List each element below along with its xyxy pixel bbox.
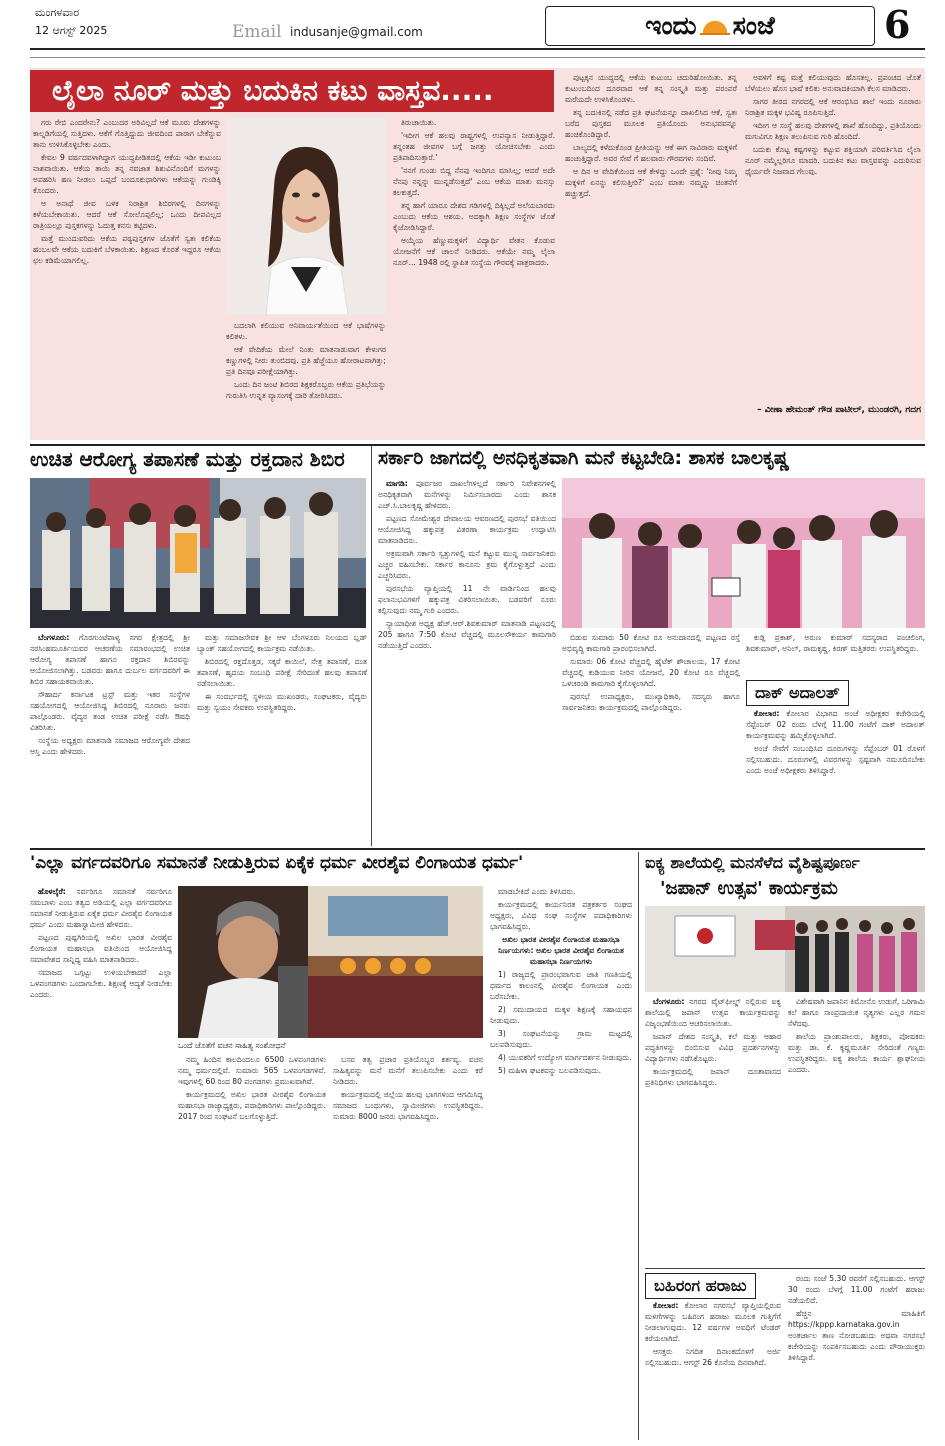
section-divider (645, 1268, 925, 1269)
paragraph: ಕಾರ್ಯಕ್ರಮದಲ್ಲಿ ಜಪಾನ್ ದೂತಾವಾಸದ ಪ್ರತಿನಿಧಿಗಳು ಭಾಗವಹಿಸಿದ್ದರು. (645, 1067, 781, 1087)
masthead-logo (545, 6, 875, 46)
feature-col-4 (565, 72, 737, 435)
paragraph: ಪುರಸಭೆಯ ವ್ಯಾಪ್ತಿಯಲ್ಲಿ 11 ನೇ ವಾರ್ಡಿನಿಂದ ಹಲವು ಫಲಾನುಭವಿಗಳಿಗೆ ಹಕ್ಕುಪತ್ರ ವಿತರಿಸಲಾಯಿತು. ಬಡವರಿಗೆ ಸೂರು ಕಲ್ಪಿಸುವುದು ನಮ್ಮ ಗುರಿ ಎಂದರು. (378, 584, 556, 615)
health-headline: ಉಚಿತ ಆರೋಗ್ಯ ತಪಾಸಣೆ ಮತ್ತು ರಕ್ತದಾನ ಶಿಬಿರ (30, 447, 345, 471)
paragraph: ಅವಳಿಗೆ ಕಷ್ಟ ಮತ್ತೆ ಕಲಿಯುವುದು ಹೊಸತಲ್ಲ. ಪ್ರಪಂಚದ ಜೊತೆ ಬೆಳೆಯಲು ಹೊಸ ಭಾಷೆ ಕಲಿತು ಅನುವಾದಕಿಯಾಗಿ ಕೆಲಸ ಮಾಡಿದರು. (745, 73, 921, 93)
veerashaiva-col-2 (178, 1054, 326, 1434)
paragraph: ನ್ಯಾಯಾಧೀಶ ಅಧ್ಯಕ್ಷ ಹೆಚ್.ಆರ್.ಶಿವಕುಮಾರ್ ಮಾತನಾಡಿ ಪಟ್ಟಣದಲ್ಲಿ 205 ಹಾಗೂ 7:50 ಕೋಟಿ ವೆಚ್ಚದಲ್ಲಿ ಮೂಲಸೌಕರ್ಯ ಕಾಮಗಾರಿ ನಡೆಯುತ್ತಿದೆ ಎಂದರು. (378, 619, 556, 650)
paragraph: ಆ ಅನಾಥೆ ಜೀವ ಬಳಿಕ ನಿರಾಶ್ರಿತ ಶಿಬಿರಗಳಲ್ಲಿ ದಿನಗಳನ್ನು ಕಳೆಯಬೇಕಾಯಿತು. ಆದರೆ ಆಕೆ ಸೋಲೊಪ್ಪಲಿಲ್ಲ; ಒಂದು ದೀಪವಿಲ್ಲದ ರಾತ್ರಿಯಲ್ಲೂ ಪುಸ್ತಕಗಳನ್ನು ಓದುತ್ತ ಕನಸು ಕಟ್ಟಿದಳು. (33, 199, 221, 230)
list-item: 3) ಸಂಘಟನೆಯನ್ನು ಗ್ರಾಮ ಮಟ್ಟದಲ್ಲಿ ಬಲಪಡಿಸುವುದು. (490, 1029, 632, 1049)
paragraph: ಪೂರ್ವಜರ ದಾಖಲೆಗಳಿಲ್ಲದೆ ಸರ್ಕಾರಿ ನಿವೇಶನಗಳಲ್ಲಿ ಅನಧಿಕೃತವಾಗಿ ಮನೆಗಳನ್ನು ನಿರ್ಮಿಸಬಾರದು ಎಂದು ಶಾಸಕ ಎಚ್.ಸಿ.ಬಾಲಕೃಷ್ಣ ಹೇಳಿದರು. (378, 479, 556, 510)
header-divider-thin (30, 57, 925, 58)
paragraph: ಶಿಬಿರದಲ್ಲಿ ರಕ್ತದೊತ್ತಡ, ಸಕ್ಕರೆ ಕಾಯಿಲೆ, ನೇತ್ರ ತಪಾಸಣೆ, ದಂತ ತಪಾಸಣೆ, ಹೃದಯ ಸಂಬಂಧಿ ಪರೀಕ್ಷೆ ಸೇರಿದಂತೆ ಹಲವು ತಪಾಸಣೆ ನಡೆಸಲಾಯಿತು. (197, 657, 367, 688)
speaker-photo-image (178, 886, 483, 1038)
dak-headline: ದಾಕ್ ಅದಾಲತ್ (746, 680, 849, 706)
paragraph: ವಿಶೇಷವಾಗಿ ಜಪಾನಿನ ಕಿಮೋನೊ ಉಡುಗೆ, ಒರಿಗಾಮಿ ಕಲೆ ಹಾಗೂ ಸಾಂಪ್ರದಾಯಿಕ ನೃತ್ಯಗಳು ಎಲ್ಲರ ಗಮನ ಸೆಳೆದವು. (788, 997, 925, 1028)
resolutions-subhead: ಅಖಿಲ ಭಾರತ ವೀರಶೈವ ಲಿಂಗಾಯತ ಮಹಾಸಭಾ ನಿರ್ಣಯಗಳು: ಅಖಿಲ ಭಾರತ ವೀರಶೈವ ಲಿಂಗಾಯತ ಮಹಾಸಭಾ ನಿರ್ಣಯಗಳು (498, 935, 624, 966)
section-divider (30, 444, 925, 446)
paragraph: ಮತ್ತು ಸಮಾಜಸೇವಕ ಶ್ರೀ ಆಳ ಬೆಂಗಳೂರು ನಿಲಯದ ಬ್ಲಡ್ ಬ್ಯಾಂಕ್ ಸಹಯೋಗದಲ್ಲಿ ಕಾರ್ಯಕ್ರಮ ನಡೆಯಿತು. (197, 633, 367, 653)
author-credit: – ವೀಣಾ ಹೇಮಂತ್ ಗೌಡ ಪಾಟೀಲ್, ಮುಂಡರಗಿ, ಗದಗ (757, 405, 921, 415)
auction-col-1 (645, 1300, 781, 1436)
paragraph: ಅಕ್ರಮವಾಗಿ ಸರ್ಕಾರಿ ಸ್ವತ್ತುಗಳಲ್ಲಿ ಮನೆ ಕಟ್ಟುವ ಮುನ್ನ ಸಾರ್ವಜನಿಕರು ಎಚ್ಚರ ವಹಿಸಬೇಕು. ಸರ್ಕಾರ ಕಾನೂನು ಕ್ರಮ ಕೈಗೊಳ್ಳುತ್ತದೆ ಎಂದು ಎಚ್ಚರಿಸಿದರು. (378, 549, 556, 580)
health-col-2 (197, 632, 367, 842)
paragraph: ಕೇವಲ 9 ವರ್ಷದವಳಾಗಿದ್ದಾಗ ಯುದ್ಧಪೀಡಿತದಲ್ಲಿ ಆಕೆಯ ಇಡೀ ಕುಟುಂಬ ನಾಶವಾಯಿತು. ಆಕೆಯ ತಾಯಿ ತನ್ನ ನವಜಾತ ಶಿಶುವಿನೊಂದಿಗೆ ಮಗಳನ್ನು ಅಪಹರಿಸಿ ಹಣ ನೀಡಲು ಒಪ್ಪದೆ ಬಂದೂಕುಧಾರಿಗಳು ಆಕೆಯನ್ನು ಗುಂಡಿಕ್ಕಿ ಕೊಂದರು. (33, 153, 221, 195)
list-item: 1) ರಾಜ್ಯದಲ್ಲಿ ಪ್ರಾರಂಭವಾಗುವ ಜಾತಿ ಗಣತಿಯಲ್ಲಿ ಧರ್ಮದ ಕಾಲಂನಲ್ಲಿ ವೀರಶೈವ ಲಿಂಗಾಯತ ಎಂದು ಬರೆಸಬೇಕು. (490, 970, 632, 1001)
paragraph: ಕಾರ್ಯಕ್ರಮದಲ್ಲಿ ಕಾರ್ಯನಿರತ ಪತ್ರಕರ್ತರ ಸಂಘದ ಅಧ್ಯಕ್ಷರು, ವಿವಿಧ ಸಂಘ ಸಂಸ್ಥೆಗಳ ಪದಾಧಿಕಾರಿಗಳು ಭಾಗವಹಿಸಿದ್ದರು. (490, 900, 632, 931)
dateline: ಹೊಳಲ್ಕೆರೆ: (38, 887, 66, 896)
paragraph: ಒಂದು ದಿನ ಜಂಟಿ ಶಿಬಿರದ ಶಿಕ್ಷಕರೊಬ್ಬರು ಆಕೆಯ ಪ್ರತಿಭೆಯನ್ನು ಗುರುತಿಸಿ ಉನ್ನತ ವ್ಯಾಸಂಗಕ್ಕೆ ದಾರಿ ತೋರಿಸಿದರು. (226, 380, 386, 400)
paragraph: ಸಾಗರ ತೀರದ ನಗರದಲ್ಲಿ ಆಕೆ ಆರಂಭಿಸಿದ ಶಾಲೆ ಇಂದು ನೂರಾರು ನಿರಾಶ್ರಿತ ಮಕ್ಕಳ ಭವಿಷ್ಯ ರೂಪಿಸುತ್ತಿದೆ. (745, 97, 921, 117)
veerashaiva-photo (178, 886, 483, 1038)
veerashaiva-headline: 'ಎಲ್ಲಾ ವರ್ಗದವರಿಗೂ ಸಮಾನತೆ ನೀಡುತ್ತಿರುವ ಏಕೈಕ ಧರ್ಮ ವೀರಶೈವ ಲಿಂಗಾಯತ ಧರ್ಮ' (30, 853, 524, 873)
auction-headline-box (645, 1273, 756, 1299)
paragraph: ಬಾಲ್ಯದಲ್ಲಿ ಕಳೆದುಕೊಂಡ ಪ್ರೀತಿಯನ್ನು ಆಕೆ ಈಗ ಸಾವಿರಾರು ಮಕ್ಕಳಿಗೆ ಹಂಚುತ್ತಿದ್ದಾರೆ. ಅವರ ಸೇವೆ ಗೆ ಹಲವಾರು ಗೌರವಗಳು ಸಂದಿವೆ. (565, 143, 737, 163)
paragraph: ಸುಮಾರು 06 ಕೋಟಿ ವೆಚ್ಚದಲ್ಲಿ ಹೈಟೆಕ್ ಶೌಚಾಲಯ, 17 ಕೋಟಿ ವೆಚ್ಚದಲ್ಲಿ ಕುಡಿಯುವ ನೀರಿನ ಯೋಜನೆ, 20 ಕೋಟಿ ರೂ ವೆಚ್ಚದಲ್ಲಿ ಒಳಚರಂಡಿ ಕಾಮಗಾರಿ ಕೈಗೊಳ್ಳಲಾಗಿದೆ. (562, 657, 740, 688)
japan-photo (645, 906, 925, 992)
paragraph: ಆಯ್ಕೆಯ ಹೆಣ್ಣುಮಕ್ಕಳಿಗೆ ವಿದ್ಯಾರ್ಥಿ ವೇತನ ಕೊಡುವ ಯೋಜನೆಗೆ ಆಕೆ ಚಾಲನೆ ನೀಡಿದರು. ಆಕೆಯೇ ನಮ್ಮ ಲೈಲಾ ನೂರ್... 1948 ರಲ್ಲಿ ಸ್ಥಾಪಿತ ಸಂಸ್ಥೆಯ ಗೌರವಕ್ಕೆ ಪಾತ್ರರಾದರು. (393, 236, 555, 267)
paragraph: ಗೊರಗುಂಟೆಪಾಳ್ಯ ನಗರ ಕ್ಷೇತ್ರದಲ್ಲಿ ಶ್ರೀ ನರಸಿಂಹಮೂರ್ತಿಯವರ ಆಚರಣೆಯ ಸಮಾರಂಭದಲ್ಲಿ ಉಚಿತ ಆರೋಗ್ಯ ತಪಾಸಣೆ ಹಾಗೂ ರಕ್ತದಾನ ಶಿಬಿರವನ್ನು ಆಯೋಜಿಸಲಾಗಿತ್ತು. ಬಡವರು ಹಾಗೂ ದುರ್ಬಲ ವರ್ಗದವರಿಗೆ ಈ ಶಿಬಿರ ಸಹಾಯಕವಾಯಿತು. (30, 633, 190, 686)
photo-caption: ಬದಲಾಗಿ ಕಲಿಯುವ ಅನಿವಾರ್ಯತೆಯಿಂದ ಆಕೆ ಭಾಷೆಗಳನ್ನು ಕಲಿತಳು. (226, 321, 386, 341)
header-date: 12 ಆಗಸ್ಟ್ 2025 (35, 24, 108, 37)
paragraph: ಆಕೆ ವೇದಿಕೆಯ ಮೇಲೆ ನಿಂತು ಮಾತನಾಡುವಾಗ ಕೇಳುಗರ ಕಣ್ಣುಗಳಲ್ಲಿ ನೀರು ತುಂಬಿದವು. ಪ್ರತಿ ಹೆಜ್ಜೆಯೂ ಹೋರಾಟವಾಗಿತ್ತು; ಪ್ರತಿ ದಿನವೂ ಪರೀಕ್ಷೆಯಾಗಿತ್ತು. (226, 345, 386, 376)
japan-headline-1: ಐಕ್ಯ ಶಾಲೆಯಲ್ಲಿ ಮನಸೆಳೆದ ವೈಶಿಷ್ಟಪೂರ್ಣ (645, 853, 860, 872)
paragraph: ಅಂಚೆ ಸೇವೆಗೆ ಸಂಬಂಧಿಸಿದ ದೂರುಗಳನ್ನು ಸೆಪ್ಟೆಂಬರ್ 01 ರೊಳಗೆ ಸಲ್ಲಿಸಬಹುದು. ದೂರುಗಳಲ್ಲಿ ವಿವರಗಳನ್ನು ಸ್ಪಷ್ಟವಾಗಿ ನಮೂದಿಸಬೇಕು ಎಂದು ಅಂಚೆ ಅಧೀಕ್ಷಕರು ತಿಳಿಸಿದ್ದಾರೆ. (746, 744, 925, 775)
dateline: ಕೋಲಾರ: (754, 709, 780, 718)
feature-col-3 (393, 117, 555, 435)
govt-headline: ಸರ್ಕಾರಿ ಜಾಗದಲ್ಲಿ ಅನಧಿಕೃತವಾಗಿ ಮನೆ ಕಟ್ಟಬೇಡಿ: ಶಾಸಕ ಬಾಲಕೃಷ್ಣ (378, 447, 790, 469)
paragraph: ತಿರುಚಾಯಿತು. (401, 118, 437, 127)
health-col-1 (30, 632, 190, 842)
paragraph: ಬದುಕು ಕೊಟ್ಟ ಕಷ್ಟಗಳನ್ನು ಕಟ್ಟುವ ಶಕ್ತಿಯಾಗಿ ಪರಿವರ್ತಿಸಿದ ಲೈಲಾ ನೂರ್ ನಮ್ಮೆಲ್ಲರಿಗೂ ಮಾದರಿ. ಬದುಕಿನ ಕಟು ವಾಸ್ತವವನ್ನು ಎದುರಿಸುವ ಧೈರ್ಯವೇ ನಿಜವಾದ ಗೆಲುವು. (745, 145, 921, 176)
paragraph: ನಮ್ಮ ಹಿಂದಿನ ಕಾಲದಿಂದಲೂ 6500 ಒಳಪಂಗಡಗಳು ನಮ್ಮ ಧರ್ಮದಲ್ಲಿವೆ. ಸುಮಾರು 565 ಒಳಪಂಗಡಗಳಿವೆ. ಇವುಗಳಲ್ಲಿ 60 ರಿಂದ 80 ಪಂಗಡಗಳು ಪ್ರಮುಖವಾಗಿವೆ. (178, 1055, 326, 1086)
column-divider (638, 852, 639, 1440)
paragraph: ಪುಟ್ಟಕ್ಕನ ಯುದ್ಧದಲ್ಲಿ ಆಕೆಯ ಕುಟುಂಬ ಚದುರಿಹೋಯಿತು. ತನ್ನ ಕುಟುಂಬದಿಂದ ದೂರವಾದ ಆಕೆ ತನ್ನ ಸಂಸ್ಕೃತಿ ಮತ್ತು ಪರಂಪರೆ ಮರೆಯದೇ ಉಳಿಸಿಕೊಂಡಳು. (565, 73, 737, 104)
paragraph: ಸೌಹಾರ್ದ ಕರ್ನಾಟಕ ಟ್ರಸ್ಟ್ ಮತ್ತು ಇತರ ಸಂಸ್ಥೆಗಳ ಸಹಯೋಗದಲ್ಲಿ ಆಯೋಜಿಸಿದ್ದ ಶಿಬಿರದಲ್ಲಿ ನೂರಾರು ಜನರು ಪಾಲ್ಗೊಂಡರು. ವೈದ್ಯರ ತಂಡ ಉಚಿತ ಪರೀಕ್ಷೆ ನಡೆಸಿ ಔಷಧಿ ವಿತರಿಸಿತು. (30, 690, 190, 732)
govt-col-1 (378, 478, 556, 843)
photo-caption: ಒಂದೆ ಜೊತೆಗೆ ವಚನ ಸಾಹಿತ್ಯ ಸಂಶೋಧನೆ (178, 1041, 286, 1050)
portrait-photo (226, 117, 386, 315)
group-photo-image (30, 478, 366, 628)
list-item: 5) ಮಹಿಳಾ ಘಟಕವನ್ನು ಬಲಪಡಿಸುವುದು. (498, 1066, 601, 1075)
paragraph: ಗರು ರೇಬಿ ಎಂದರೇನು? ಎಂಬುದರ ಅರಿವಿಲ್ಲದೆ ಆಕೆ ಮೂರು ದೇಶಗಳನ್ನು ಕಾಲ್ನಡಿಗೆಯಲ್ಲಿ ಸುತ್ತಿದಳು. ಆಕೆಗೆ ಗೊತ್ತಿದ್ದುದು ಜೀವದಿಂದ ಪಾರಾಗ ಬೇಕೆನ್ನುವ ತಾನು ಉಳಿಸಿಕೊಳ್ಳಬೇಕು ಎಂದು. (33, 118, 221, 149)
school-event-photo-image (645, 906, 925, 992)
veerashaiva-col-4 (490, 886, 632, 1434)
paragraph: 'ನನಗೆ ಗುಂಡು ಬಿದ್ದ ನೆನಪು ಇಂದಿಗೂ ಮಾಸಿಲ್ಲ; ಆದರೆ ಅದೇ ನೆನಪು ನನ್ನನ್ನು ಮುನ್ನಡೆಸುತ್ತದೆ' ಎಂಬ ಆಕೆಯ ಮಾತು ಮನಸ್ಸು ಕಲಕುತ್ತದೆ. (393, 166, 555, 197)
paragraph: ಆಸಕ್ತರು ನಿಗದಿತ ದಿನಾಂಕದೊಳಗೆ ಅರ್ಜಿ ಸಲ್ಲಿಸಬಹುದು. ಆಗಸ್ಟ್ 26 ಕೊನೆಯ ದಿನವಾಗಿದೆ. (645, 1347, 781, 1367)
paragraph: ಸರ್ವರಿಗೂ ಸಮಾನತೆ ಸರ್ವರಿಗೂ ಸಮಬಾಳು ಎಂಬ ತತ್ವದ ಅಡಿಯಲ್ಲಿ ಎಲ್ಲಾ ವರ್ಗದವರಿಗೂ ಸಮಾನತೆ ನೀಡುತ್ತಿರುವ ಏಕೈಕ ಧರ್ಮ ವೀರಶೈವ ಲಿಂಗಾಯತ ಧರ್ಮ ಎಂದು ಮಹಾಸ್ವಾಮೀಜಿ ಹೇಳಿದರು. (30, 887, 172, 929)
list-item: 4) ಯುವಕರಿಗೆ ಉದ್ಯೋಗ ಮಾರ್ಗದರ್ಶನ ನೀಡುವುದು. (498, 1053, 632, 1062)
paragraph: ಈ ಸಂದರ್ಭದಲ್ಲಿ ಸ್ಥಳೀಯ ಮುಖಂಡರು, ಸಂಘಟಕರು, ವೈದ್ಯರು ಮತ್ತು ಸ್ವಯಂ ಸೇವಕರು ಉಪಸ್ಥಿತರಿದ್ದರು. (197, 692, 367, 712)
paragraph: ಮಾಡಬೇಕಿದೆ ಎಂದು ತಿಳಿಸಿದರು. (498, 887, 576, 896)
paragraph: ಕಾರ್ಯಕ್ರಮದಲ್ಲಿ ಜಿಲ್ಲೆಯ ಹಲವು ಭಾಗಗಳಿಂದ ಆಗಮಿಸಿದ್ದ ಸಮಾಜದ ಬಂಧುಗಳು, ಸ್ವಾಮೀಜಿಗಳು ಉಪಸ್ಥಿತರಿದ್ದರು. ಸುಮಾರು 8000 ಜನರು ಭಾಗವಹಿಸಿದ್ದರು. (333, 1090, 483, 1121)
govt-col-2 (562, 632, 740, 842)
paragraph: ಆ ದಿನ ಆ ವೇದಿಕೆಯಿಂದ ಆಕೆ ಕೇಳಿದ್ದು ಒಂದೇ ಪ್ರಶ್ನೆ: 'ನೀವು ನಿಮ್ಮ ಮಕ್ಕಳಿಗೆ ಏನನ್ನು ಕಲಿಸುತ್ತೀರಿ?' ಎಂಬ ಮಾತು ನಮ್ಮನ್ನು ಚಿಂತನೆಗೆ ಹಚ್ಚುತ್ತದೆ. (565, 167, 737, 198)
paragraph: ನಗರದ ವೈಟ್‌ಫೀಲ್ಡ್ ನಲ್ಲಿರುವ ಐಕ್ಯ ಶಾಲೆಯಲ್ಲಿ ಜಪಾನ್ ಉತ್ಸವ ಕಾರ್ಯಕ್ರಮವನ್ನು ವಿಜೃಂಭಣೆಯಿಂದ ಆಚರಿಸಲಾಯಿತು. (645, 997, 781, 1028)
veerashaiva-col-1 (30, 886, 172, 1434)
paragraph: ಕೋಲಾರ ವಿಭಾಗದ ಅಂಚೆ ಅಧೀಕ್ಷಕರ ಕಚೇರಿಯಲ್ಲಿ ಸೆಪ್ಟೆಂಬರ್ 02 ರಂದು ಬೆಳಗ್ಗೆ 11.00 ಗಂಟೆಗೆ ದಾಕ್ ಅದಾಲತ್ ಕಾರ್ಯಕ್ರಮವನ್ನು ಹಮ್ಮಿಕೊಳ್ಳಲಾಗಿದೆ. (746, 709, 925, 740)
dak-headline-box (746, 680, 849, 706)
japan-col-1 (645, 996, 781, 1266)
japan-headline-2: 'ಜಪಾನ್ ಉತ್ಸವ' ಕಾರ್ಯಕ್ರಮ (660, 878, 838, 899)
paragraph: 'ಇದೀಗ ಆಕೆ ಹಲವು ರಾಷ್ಟ್ರಗಳಲ್ಲಿ ಉಪನ್ಯಾಸ ನೀಡುತ್ತಿದ್ದಾರೆ. ತನ್ನಂತಹ ಜೀವಗಳ ಬಗ್ಗೆ ಜಗತ್ತು ಯೋಚಿಸಬೇಕು ಎಂದು ಪ್ರತಿಪಾದಿಸುತ್ತಾರೆ.' (393, 131, 555, 162)
dateline: ಬೆಂಗಳೂರು: (38, 633, 70, 642)
paragraph: ಇದೀಗ ಆ ಸಂಸ್ಥೆ ಹಲವು ದೇಶಗಳಲ್ಲಿ ಶಾಖೆ ಹೊಂದಿದ್ದು, ಪ್ರತಿಯೊಂದು ಮಗುವಿಗೂ ಶಿಕ್ಷಣ ತಲುಪಿಸುವ ಗುರಿ ಹೊಂದಿದೆ. (745, 121, 921, 141)
paragraph: ಪಟ್ಟಣದ ಪುಷ್ಪಗಿರಿಯಲ್ಲಿ ಅಖಿಲ ಭಾರತ ವೀರಶೈವ ಲಿಂಗಾಯತ ಮಹಾಸಭಾ ವತಿಯಿಂದ ಆಯೋಜಿಸಿದ್ದ ಸಮಾವೇಶದ ಸಾನ್ನಿಧ್ಯ ವಹಿಸಿ ಮಾತನಾಡಿದರು. (30, 933, 172, 964)
paragraph: ರಂದು ಸಂಜೆ 5.30 ರವರೆಗೆ ಸಲ್ಲಿಸಬಹುದು. ಆಗಸ್ಟ್ 30 ರಂದು ಬೆಳಗ್ಗೆ 11.00 ಗಂಟೆಗೆ ಹರಾಜು ನಡೆಯಲಿದೆ. (788, 1274, 925, 1305)
paragraph: ತನ್ನ ಹಾಗೆ ಯಾರೂ ದೇಶದ ಗಡಿಗಳಲ್ಲಿ ದಿಕ್ಕಿಲ್ಲದೆ ಅಲೆಯಬಾರದು ಎಂಬುದು ಆಕೆಯ ಆಶಯ. ಅದಕ್ಕಾಗಿ ಶಿಕ್ಷಣ ಸಂಸ್ಥೆಗಳ ಜೊತೆ ಕೈಜೋಡಿಸಿದ್ದಾರೆ. (393, 201, 555, 232)
dateline: ಬೆಂಗಳೂರು: (653, 997, 685, 1006)
health-photo (30, 478, 366, 628)
paragraph: ಬಿಡುವ ಸುಮಾರು 50 ಕೋಟಿ ರೂ ಅನುದಾನದಲ್ಲಿ ಪಟ್ಟಣದ ರಸ್ತೆ ಅಭಿವೃದ್ಧಿ ಕಾಮಗಾರಿ ಪ್ರಾರಂಭಿಸಲಾಗಿದೆ. (562, 633, 740, 653)
masthead-right: ಸಂಜೆ (732, 11, 775, 40)
japan-col-2 (788, 996, 925, 1266)
veerashaiva-col-3 (333, 1054, 483, 1434)
page-number: 6 (884, 2, 911, 47)
paragraph: ಕೋಲಾರ ನಗರಸಭೆ ವ್ಯಾಪ್ತಿಯಲ್ಲಿರುವ ಮಳಿಗೆಗಳನ್ನು ಬಹಿರಂಗ ಹರಾಜು ಮೂಲಕ ಗುತ್ತಿಗೆಗೆ ನೀಡಲಾಗುವುದು. 12 ವರ್ಷಗಳ ಅವಧಿಗೆ ಟೆಂಡರ್ ಕರೆಯಲಾಗಿದೆ. (645, 1301, 781, 1343)
handover-photo-image (562, 478, 925, 628)
paragraph: ಪುರಸಭೆ ಉಪಾಧ್ಯಕ್ಷರು, ಮುಖ್ಯಾಧಿಕಾರಿ, ಸದಸ್ಯರು ಹಾಗೂ ಸಾರ್ವಜನಿಕರು ಕಾರ್ಯಕ್ರಮದಲ್ಲಿ ಪಾಲ್ಗೊಂಡಿದ್ದರು. (562, 692, 740, 712)
feature-headline: ಲೈಲಾ ನೂರ್ ಮತ್ತು ಬದುಕಿನ ಕಟು ವಾಸ್ತವ..... (30, 70, 554, 112)
paragraph: ತನ್ನ ಬದುಕಿನಲ್ಲಿ ನಡೆದ ಪ್ರತಿ ಘಟನೆಯನ್ನೂ ದಾಖಲಿಸಿದ ಆಕೆ, ಸ್ವತಃ ಬರೆದ ಪುಸ್ತಕದ ಮೂಲಕ ಪ್ರತಿಯೊಂದು ಅನುಭವವನ್ನೂ ಹಂಚಿಕೊಂಡಿದ್ದಾರೆ. (565, 108, 737, 139)
paragraph: ಬಸವ ತತ್ವ ಪ್ರಚಾರ ಪ್ರತಿಯೊಬ್ಬರ ಕರ್ತವ್ಯ. ವಚನ ಸಾಹಿತ್ಯವನ್ನು ಮನೆ ಮನೆಗೆ ತಲುಪಿಸಬೇಕು ಎಂದು ಕರೆ ನೀಡಿದರು. (333, 1055, 483, 1086)
paragraph: ಹೆಚ್ಚಿನ ಮಾಹಿತಿಗೆ https://kppp.karnataka.gov.in ಅಂತರ್ಜಾಲ ತಾಣ ನೋಡಬಹುದು ಅಥವಾ ನಗರಸಭೆ ಕಚೇರಿಯನ್ನು ಸಂಪರ್ಕಿಸಬಹುದು ಎಂದು ಪೌರಾಯುಕ್ತರು ತಿಳಿಸಿದ್ದಾರೆ. (788, 1309, 925, 1362)
sunset-icon (700, 17, 730, 35)
header-day: ಮಂಗಳವಾರ (35, 6, 80, 19)
govt-col-3 (746, 632, 925, 672)
auction-headline: ಬಹಿರಂಗ ಹರಾಜು (645, 1273, 756, 1299)
feature-col-2 (226, 320, 386, 435)
dak-body (746, 708, 925, 843)
header-divider (30, 48, 925, 50)
doctor-portrait-image (226, 117, 386, 315)
list-item: 2) ಸಮುದಾಯದ ಮಕ್ಕಳ ಶಿಕ್ಷಣಕ್ಕೆ ಸಹಾಯಧನ ನೀಡುವುದು. (490, 1005, 632, 1025)
paragraph: ಕುಡ್ಲಿ ಪ್ರಕಾಶ್, ಅರುಣ ಕುಮಾರ್ ಸದಸ್ಯರಾದ ಪಂಚಲಿಂಗ, ಶಿವಕುಮಾರ್, ಅನಿಲ್, ರಾಮಕೃಷ್ಣ, ಕಿರಣ್ ಮತ್ತಿತರರು ಉಪಸ್ಥಿತರಿದ್ದರು. (746, 633, 925, 653)
email-label: Email (232, 22, 282, 42)
govt-photo (562, 478, 925, 628)
section-divider (30, 848, 925, 850)
feature-col-5 (745, 72, 921, 402)
paragraph: ಜಪಾನ್ ದೇಶದ ಸಂಸ್ಕೃತಿ, ಕಲೆ ಮತ್ತು ಆಹಾರ ಪದ್ಧತಿಗಳನ್ನು ಬಿಂಬಿಸುವ ವಿವಿಧ ಪ್ರದರ್ಶನಗಳನ್ನು ವಿದ್ಯಾರ್ಥಿಗಳು ನಡೆಸಿಕೊಟ್ಟರು. (645, 1032, 781, 1063)
paragraph: ಶಾಲೆಯ ಪ್ರಾಂಶುಪಾಲರು, ಶಿಕ್ಷಕರು, ಪೋಷಕರು ಮತ್ತು ಡಾ. ಕೆ. ಕೃಷ್ಣಮೂರ್ತಿ ಸೇರಿದಂತೆ ಗಣ್ಯರು ಉಪಸ್ಥಿತರಿದ್ದರು. ಐಕ್ಯ ಶಾಲೆಯ ಕಾರ್ಯ ಶ್ಲಾಘನೀಯ ಎಂದರು. (788, 1032, 925, 1074)
email-address: indusanje@gmail.com (290, 25, 423, 39)
paragraph: ಸಮಾಜದ ಒಗ್ಗಟ್ಟು ಉಳಿಯಬೇಕಾದರೆ ಎಲ್ಲಾ ಒಳಪಂಗಡಗಳು ಒಂದಾಗಬೇಕು. ಶಿಕ್ಷಣಕ್ಕೆ ಆದ್ಯತೆ ನೀಡಬೇಕು ಎಂದರು. (30, 968, 172, 999)
masthead-left: ಇಂದು (645, 11, 697, 40)
column-divider (371, 446, 372, 846)
feature-col-1 (33, 117, 221, 435)
paragraph: ಕಾರ್ಯಕ್ರಮದಲ್ಲಿ ಅಖಿಲ ಭಾರತ ವೀರಶೈವ ಲಿಂಗಾಯತ ಮಹಾಸಭಾ ರಾಜ್ಯಾಧ್ಯಕ್ಷರು, ಪದಾಧಿಕಾರಿಗಳು ಪಾಲ್ಗೊಂಡಿದ್ದರು. 2017 ರಿಂದ ಸಂಘಟನೆ ಬಲಗೊಳ್ಳುತ್ತಿದೆ. (178, 1090, 326, 1121)
auction-col-2 (788, 1273, 925, 1436)
paragraph: ಪಟ್ಟಣದ ಸೋಮೇಶ್ವರ ದೇವಾಲಯ ಆವರಣದಲ್ಲಿ ಪುರಸಭೆ ವತಿಯಿಂದ ಆಯೋಜಿಸಿದ್ದ ಹಕ್ಕುಪತ್ರ ವಿತರಣಾ ಕಾರ್ಯಕ್ರಮ ಉದ್ಘಾಟಿಸಿ ಮಾತನಾಡಿದರು. (378, 514, 556, 545)
paragraph: ಮತ್ತೆ ಮುಂದುವರಿದು ಆಕೆಯ ಪಠ್ಯಪುಸ್ತಕಗಳ ಜೊತೆಗೆ ಸ್ವತಃ ಕಲಿಕೆಯ ಹಂಬಲವೇ ಆಕೆಯ ಬದುಕಿಗೆ ಬೆಳಕಾಯಿತು. ಶಿಕ್ಷಣದ ಕೊರತೆ ಇದ್ದರೂ ಆಕೆಯ ಛಲ ಕಡಿಮೆಯಾಗಲಿಲ್ಲ. (33, 234, 221, 265)
dateline: ಮಾಗಡಿ: (386, 479, 408, 488)
paragraph: ಸಂಸ್ಥೆಯ ಅಧ್ಯಕ್ಷರು ಮಾತನಾಡಿ ಸಮಾಜದ ಆರೋಗ್ಯವೇ ದೇಶದ ಆಸ್ತಿ ಎಂದು ಹೇಳಿದರು. (30, 736, 190, 756)
dateline: ಕೋಲಾರ: (653, 1301, 679, 1310)
